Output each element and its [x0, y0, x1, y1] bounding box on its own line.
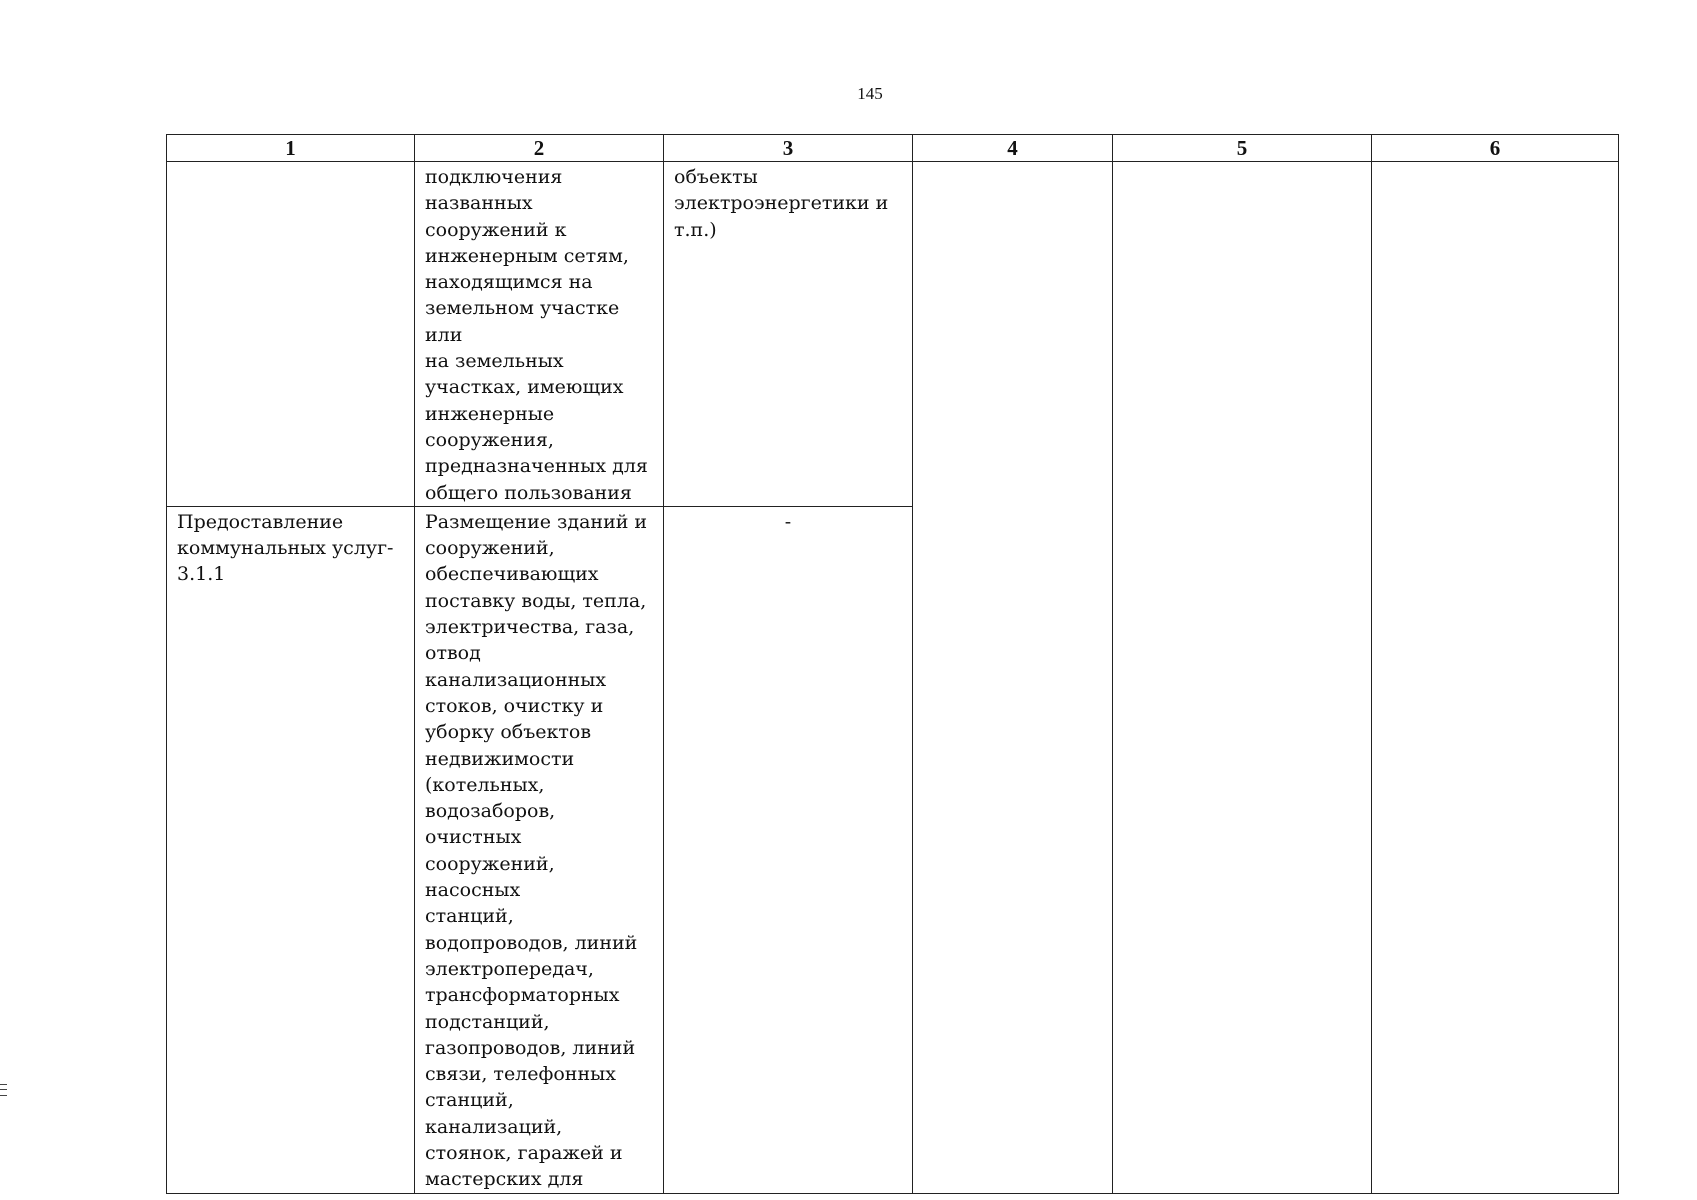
row2-col1-text: Предоставление коммунальных услуг- 3.1.1	[177, 510, 394, 586]
row2-col2-cell	[415, 506, 664, 1193]
row1-col1-cell	[167, 162, 415, 507]
column-header-5: 5	[1113, 135, 1372, 162]
table-row	[167, 162, 1619, 507]
row2-col1-cell	[167, 506, 415, 1193]
page-number: 145	[857, 84, 883, 103]
column-header-3: 3	[664, 135, 913, 162]
column-header-1: 1	[167, 135, 415, 162]
row2-col2-text: Размещение зданий и сооружений, обеспечивающих поставку воды, тепла, электричества, газа, отвод канализационных стоков, очистку и уборку объектов недвижимости (котельных, водозаборов, очистных сооружений, насосных станций, водопроводов, линий электропередач, трансформаторных подстанций, газопроводов, линий связи, телефонных станций, канализаций, стоянок, гаражей и мастерских для	[425, 510, 648, 1191]
row2-col3-text: -	[784, 510, 792, 533]
table-header-row	[167, 135, 1619, 162]
col5-cell	[1113, 162, 1372, 1194]
column-header-6: 6	[1372, 135, 1619, 162]
row1-col3-text: объекты электроэнергетики и т.п.)	[674, 166, 889, 241]
row2-col3-cell	[664, 506, 913, 1193]
row1-col1-text	[167, 162, 414, 164]
col6-cell	[1372, 162, 1619, 1194]
row1-col3-cell	[664, 162, 913, 507]
row1-col2-text: подключения названных сооружений к инженерным сетям, находящимся на земельном участке или на земельных участках, имеющих инженерные сооружения, предназначенных для общего пользования	[425, 166, 648, 504]
column-header-4: 4	[913, 135, 1113, 162]
col4-cell	[913, 162, 1113, 1194]
scan-edge-mark	[0, 1084, 7, 1096]
row1-col2-cell	[415, 162, 664, 507]
regulations-table	[166, 134, 1619, 1194]
column-header-2: 2	[415, 135, 664, 162]
